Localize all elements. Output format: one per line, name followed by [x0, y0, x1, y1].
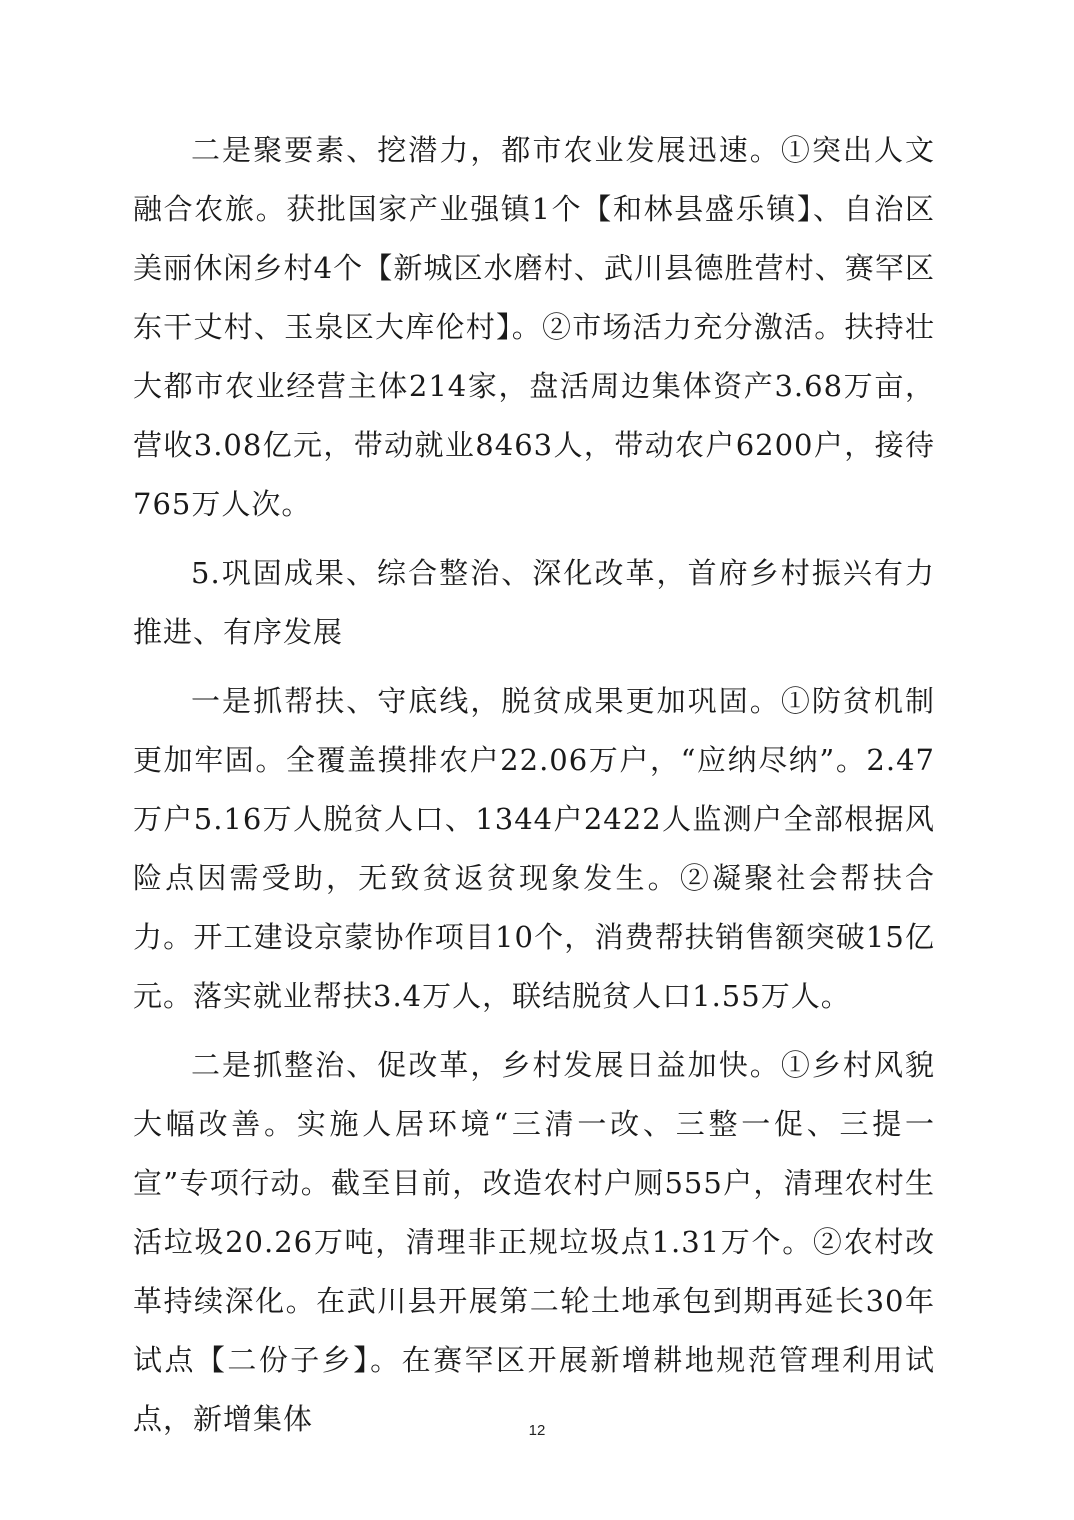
paragraph-urban-agriculture: 二是聚要素、挖潜力，都市农业发展迅速。①突出人文融合农旅。获批国家产业强镇1个【和林县盛乐镇】、自治区美丽休闲乡村4个【新城区水磨村、武川县德胜营村、赛罕区东干丈村、玉泉区大库伦村】。②市场活力充分激活。扶持壮大都市农业经营主体214家，盘活周边集体资产3.68万亩，营收3.08亿元，带动就业8463人，带动农户6200户，接待765万人次。 [133, 133, 935, 521]
section-heading-rural-revitalization: 5.巩固成果、综合整治、深化改革，首府乡村振兴有力推进、有序发展 [133, 556, 935, 649]
paragraph-rural-reform: 二是抓整治、促改革，乡村发展日益加快。①乡村风貌大幅改善。实施人居环境“三清一改、三整一促、三提一宣”专项行动。截至目前，改造农村户厕555户，清理农村生活垃圾20.26万吨，清理非正规垃圾点1.31万个。②农村改革持续深化。在武川县开展第二轮土地承包到期再延长30年试点【二份子乡】。在赛罕区开展新增耕地规范管理利用试点，新增集体 [133, 1048, 935, 1436]
paragraph-poverty-alleviation: 一是抓帮扶、守底线，脱贫成果更加巩固。①防贫机制更加牢固。全覆盖摸排农户22.06万户，“应纳尽纳”。2.47万户5.16万人脱贫人口、1344户2422人监测户全部根据风险点因需受助，无致贫返贫现象发生。②凝聚社会帮扶合力。开工建设京蒙协作项目10个，消费帮扶销售额突破15亿元。落实就业帮扶3.4万人，联结脱贫人口1.55万人。 [133, 684, 935, 1013]
document-body [133, 121, 935, 1449]
page-number: 12 [528, 1422, 546, 1439]
